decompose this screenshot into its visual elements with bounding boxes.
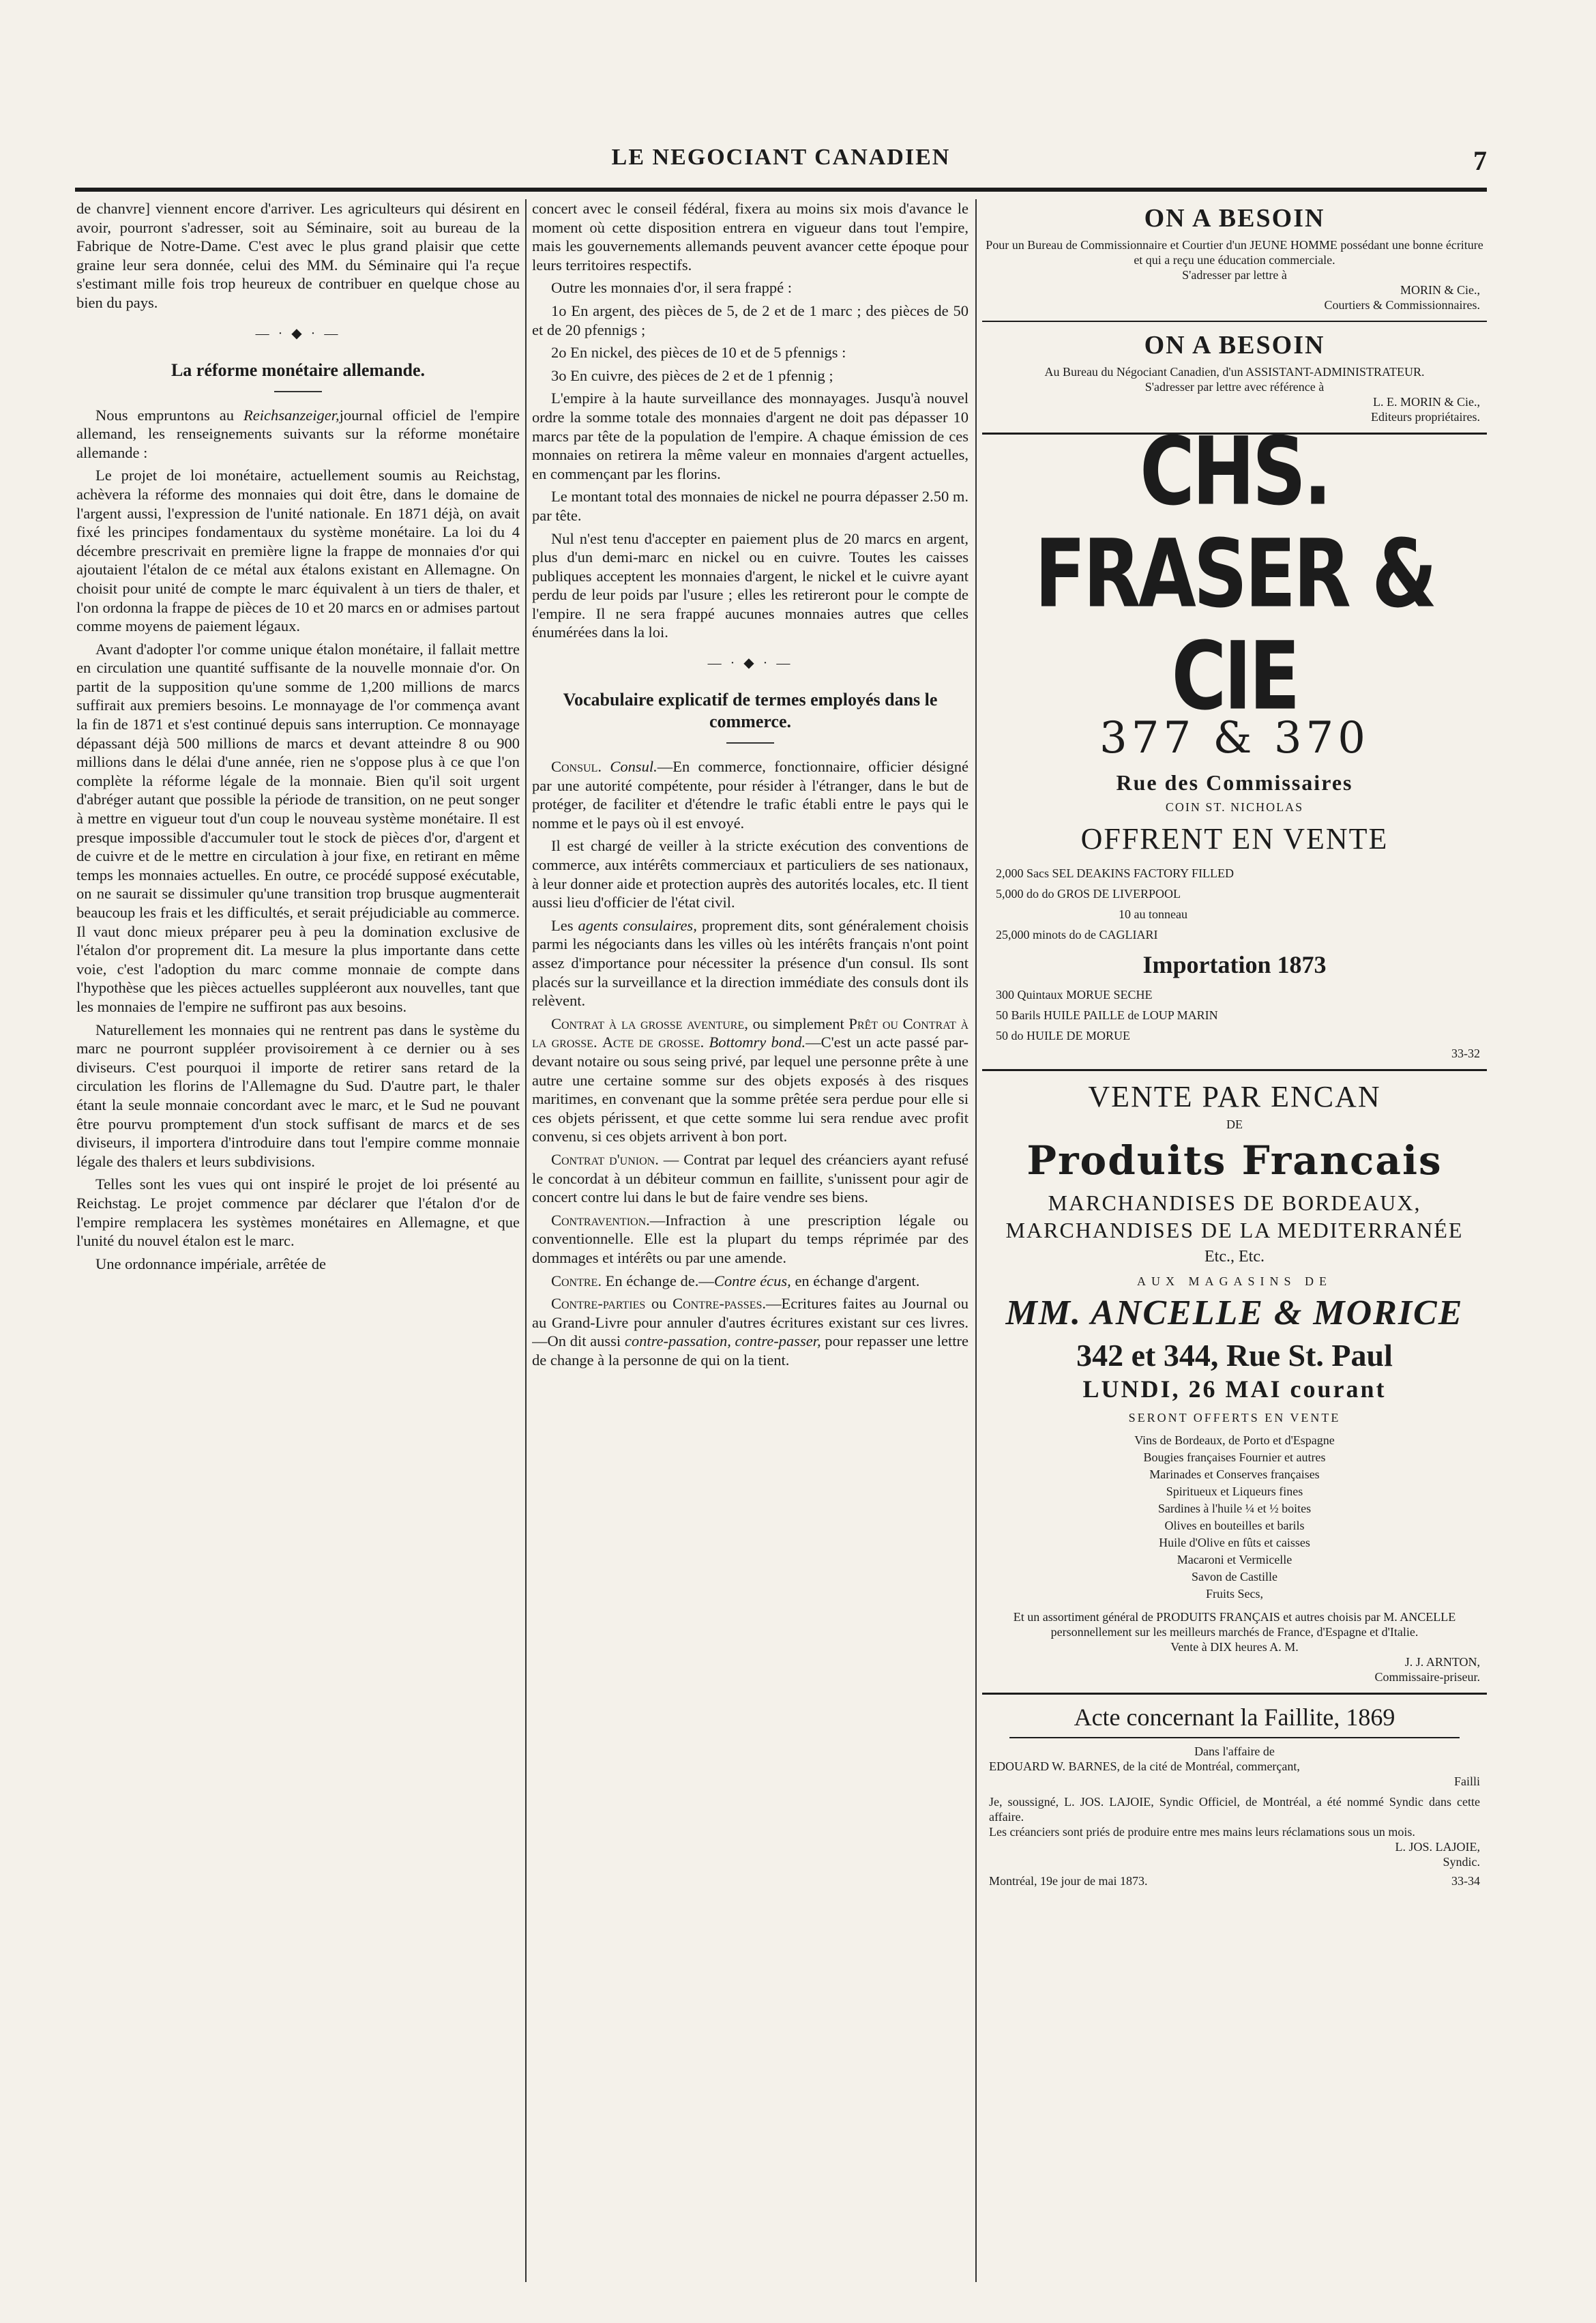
article-paragraph: Telles sont les vues qui ont inspiré le projet de loi présenté au Reichstag. Le projet commence par déclarer que l'étalon d'or de l'empire remplacera les systèmes monétaires en Allemagne, et que l'unité du nouvel étalon est le marc. xyxy=(76,1175,520,1250)
encan-aux: AUX MAGASINS DE xyxy=(1136,1274,1332,1288)
encan-marchandises: MARCHANDISES DE BORDEAUX, MARCHANDISES DE LA MEDITERRANÉE xyxy=(1005,1190,1464,1242)
encan-goods xyxy=(982,1432,1487,1603)
ad-acte-faillite xyxy=(982,1703,1487,1888)
fraser-numbers: 377 & 370 xyxy=(1099,713,1370,763)
article-paragraph: Le projet de loi monétaire, actuellement soumis au Reichstag, achèvera la réforme des monnaies qui doit être, dans le domaine de l'argent aussi, l'expression de l'unité nationale. En 1871 déjà, on avait fixé les principes fondamentaux du système monétaire. La loi du 4 décembre prescrivait en première ligne la frappe de monnaies d'or qui ajoutaient l'étalon de ce métal aux étalons existant en Allemagne. On choisit pour unité de compte le marc équivalent à un tiers de thaler, et l'on ordonna la frappe de pièces de 10 et 20 marcs en or admises partout comme moyens de paiement légaux. xyxy=(76,467,520,635)
ad-signature: Courtiers & Commissionnaires. xyxy=(1324,298,1480,312)
fraser-item: 25,000 minots do de CAGLIARI xyxy=(996,928,1158,941)
acte-ref: 33-34 xyxy=(1451,1874,1480,1888)
encan-date: LUNDI, 26 MAI courant xyxy=(1082,1375,1387,1403)
fraser-items-2 xyxy=(982,984,1487,1046)
fraser-items xyxy=(982,863,1487,945)
ad-signature: Editeurs propriétaires. xyxy=(1371,410,1480,424)
encan-good: Marinades et Conserves françaises xyxy=(1149,1467,1320,1481)
article-paragraph: concert avec le conseil fédéral, fixera au moins six mois d'avance le moment où cette disposition entrera en vigueur dans tout l'empire, mais les gouvernements allemands peuvent avancer cette époque pour leurs territoires respectifs. xyxy=(532,200,969,274)
ad-signature: L. E. MORIN & Cie., xyxy=(1373,395,1480,409)
acte-failli: Failli xyxy=(1453,1774,1480,1788)
ad-rule xyxy=(982,1069,1487,1071)
newspaper-title: LE NEGOCIANT CANADIEN xyxy=(611,145,951,170)
vocab-entry: Consul. Consul.—En commerce, fonctionnaire, officier désigné par une autorité compétente, pour résider à l'étranger, dans le but de protéger, de faciliter et d'étendre le trafic établi entre le pays qui le nomme et le pays où il est envoyé. xyxy=(532,758,969,832)
ad-on-a-besoin-1 xyxy=(982,203,1487,312)
ad-rule xyxy=(982,1693,1487,1695)
vocab-entry: Contre. En échange de.—Contre écus, en échange d'argent. xyxy=(551,1272,920,1289)
acte-signature: L. JOS. LAJOIE, xyxy=(1395,1840,1480,1854)
acte-title: Acte concernant la Faillite, 1869 xyxy=(1074,1704,1395,1731)
ad-address: S'adresser par lettre avec référence à xyxy=(1144,380,1325,394)
encan-title: VENTE PAR ENCAN xyxy=(1088,1080,1381,1113)
vocab-entry: Contrat à la grosse aventure, ou simplement Prêt ou Contrat à la grosse. Acte de grosse. Bottomry bond.—C'est un acte passé par-devant notaire ou sous seing privé, par lequel une personne prête à une autre une certaine somme sur des objets exposés à des risques maritimes, en convenant que la somme prêtée sera perdue pour elle si ces objets périssent, et que cette somme lui sera rendue avec profit convenu, si ces objets arrivent à bon port. xyxy=(532,1014,969,1145)
fraser-item: 2,000 Sacs SEL DEAKINS FACTORY FILLED xyxy=(996,866,1235,880)
fraser-name: CHS. FRASER & CIE xyxy=(1034,417,1435,731)
column-2 xyxy=(532,199,969,2282)
encan-good: Bougies françaises Fournier et autres xyxy=(1143,1450,1326,1464)
vocab-entry: Contravention.—Infraction à une prescription légale ou conventionnelle. Elle est la plupart du temps réprimée par des dommages et intérêts ou par une amende. xyxy=(532,1211,969,1266)
article-paragraph: Le montant total des monnaies de nickel ne pourra dépasser 2.50 m. par tête. xyxy=(532,488,969,524)
acte-text: Les créanciers sont priés de produire entre mes mains leurs réclamations sous un mois. xyxy=(989,1825,1415,1839)
acte-name: EDOUARD W. BARNES, de la cité de Montréal, commerçant, xyxy=(989,1759,1300,1773)
fraser-import: Importation 1873 xyxy=(1142,951,1327,978)
ad-rule xyxy=(982,321,1487,322)
fraser-item: 50 do HUILE DE MORUE xyxy=(996,1029,1130,1042)
encan-good: Sardines à l'huile ¼ et ½ boites xyxy=(1157,1502,1312,1515)
column-divider xyxy=(525,199,527,2282)
article-paragraph: Nul n'est tenu d'accepter en paiement plus de 20 marcs en argent, plus d'un demi-marc en nickel ou en cuivre. Toutes les caisses publiques acceptent les monnaies d'argent, le nickel et le cuivre ayant perdu de leur poids par l'usure ; elles les retireront pour le compte de l'empire. Il ne sera frappé aucunes monnaies autres que celles énumérées dans la loi. xyxy=(532,529,969,641)
acte-date: Montréal, 19e jour de mai 1873. xyxy=(989,1874,1148,1888)
vocab-entry: Contre-parties ou Contre-passes.—Ecritures faites au Journal ou au Grand-Livre pour annuler d'autres écritures existant sur ces livres.—On dit aussi contre-passation, contre-passer, pour repasser une lettre de change à la personne de qui on la tient. xyxy=(532,1295,969,1369)
fraser-street: Rue des Commissaires xyxy=(1116,770,1353,795)
encan-produits: Produits Francais xyxy=(1026,1137,1443,1184)
encan-time: Vente à DIX heures A. M. xyxy=(1170,1640,1299,1654)
article-paragraph: Avant d'adopter l'or comme unique étalon monétaire, il fallait mettre en circulation une quantité suffisante de la nouvelle monnaie d'or. On partit de la supposition qu'une somme de 1,200 millions de marcs suffirait aux premiers besoins. Le monnayage de l'or commença avant la fin de 1871 et s'est continué depuis sans interruption. Ce monnayage dépassant déjà 500 millions de marcs et devant atteindre 8 ou 900 millions dans le délai d'une année, rien ne s'oppose plus à ce que l'on complète la réforme légale de la monnaie. Bien qu'il soit urgent d'abréger autant que possible la période de transition, on ne peut songer à mettre en vigueur tout d'un coup le nouveau système monétaire. Il est presque impossible d'accumuler tout le stock de pièces d'or, d'argent et de cuivre et de le mettre en circulation à jour fixe, en retirant en même temps les monnaies actuelles. En outre, ce procédé supposé exécutable, on ne saurait se dissimuler qu'une transition trop brusque augmenterait beaucoup les frais et les difficultés, et serait préjudiciable au commerce. Il vaut donc mieux préparer peu à peu la domination exclusive de l'étalon d'or proprement dit. La mesure la plus importante dans cette voie, c'est l'adoption du marc comme monnaie de compte dans l'hypothèse que les pièces actuelles suppléeront aux nouvelles, tant que les monnaies de l'empire ne suffiront pas aux besoins. xyxy=(76,640,520,1015)
fraser-item: 300 Quintaux MORUE SECHE xyxy=(996,988,1153,1002)
article-paragraph: Naturellement les monnaies qui ne rentrent pas dans le système du marc ne pourront suppléer provisoirement à ce dernier ou à ses diviseurs. C'est pourquoi il importe de retirer sans retard de la circulation les florins de l'Allemagne du Sud. D'autre part, le thaler étant la seule monnaie concordant avec le marc, et le Sud ne pouvant être pourvu promptement d'un stock suffisant de marcs et de ses diviseurs, il importera d'introduire dans tout l'empire comme monnaie légale des thalers et leurs subdivisions. xyxy=(76,1021,520,1170)
encan-good: Olives en bouteilles et barils xyxy=(1164,1519,1305,1532)
fraser-item: 50 Barils HUILE PAILLE de LOUP MARIN xyxy=(996,1008,1218,1022)
advertisements-column xyxy=(982,199,1487,2282)
page-header xyxy=(75,145,1487,183)
encan-good: Spiritueux et Liqueurs fines xyxy=(1166,1485,1303,1498)
column-divider xyxy=(975,199,977,2282)
column-1 xyxy=(76,199,520,2282)
ad-vente-encan xyxy=(982,1079,1487,1684)
fraser-item: 10 au tonneau xyxy=(1119,907,1187,921)
encan-good: Savon de Castille xyxy=(1192,1570,1277,1583)
article-paragraph: L'empire à la haute surveillance des monnayages. Jusqu'à nouvel ordre la somme totale des monnaies d'argent ne doit pas dépasser 10 marcs par tête de la population de l'empire. A chaque émission de ces monnaies on retirera la même valeur en monnaies d'argent actuelles, en commençant par les florins. xyxy=(532,390,969,482)
encan-good: Macaroni et Vermicelle xyxy=(1177,1553,1292,1566)
heading-rule xyxy=(726,742,774,744)
encan-assortiment: Et un assortiment général de PRODUITS FRANÇAIS et autres choisis par M. ANCELLE personnellement sur les meilleurs marchés de France, d'Espagne et d'Italie. xyxy=(1013,1610,1456,1639)
ad-title: ON A BESOIN xyxy=(1144,331,1325,360)
article-paragraph: 1o En argent, des pièces de 5, de 2 et de 1 marc ; des pièces de 50 et de 20 pfennigs ; xyxy=(532,302,969,338)
acte-affaire: Dans l'affaire de xyxy=(1194,1744,1275,1758)
encan-good: Fruits Secs, xyxy=(1205,1587,1263,1601)
encan-good: Vins de Bordeaux, de Porto et d'Espagne xyxy=(1134,1433,1335,1447)
ad-on-a-besoin-2 xyxy=(982,330,1487,424)
ad-title: ON A BESOIN xyxy=(1144,204,1325,233)
intro-paragraph: de chanvre] viennent encore d'arriver. Les agriculteurs qui désirent en avoir, pourront s'adresser, soit au Séminaire, soit au bureau de la Fabrique de Notre-Dame. C'est avec le plus grand plaisir que cette graine leur sera donnée, celui des MM. du Séminaire qui l'a reçue s'estimant mille fois trop heureux de contribuer en quelque chose au bien du pays. xyxy=(76,200,520,311)
article-paragraph: Une ordonnance impériale, arrêtée de xyxy=(95,1255,326,1272)
fraser-corner: COIN ST. NICHOLAS xyxy=(1165,800,1304,814)
ad-address: S'adresser par lettre à xyxy=(1182,268,1287,282)
encan-signature: Commissaire-priseur. xyxy=(1374,1670,1480,1684)
article-paragraph: Outre les monnaies d'or, il sera frappé : xyxy=(551,279,793,297)
article-paragraph: Nous empruntons au Reichsanzeiger,journal officiel de l'empire allemand, les renseignements suivants sur la réforme monétaire allemande : xyxy=(76,406,520,461)
article-paragraph: 2o En nickel, des pièces de 10 et de 5 pfennigs : xyxy=(551,344,846,362)
article-paragraph: 3o En cuivre, des pièces de 2 et de 1 pfennig ; xyxy=(551,366,833,384)
ad-text: Au Bureau du Négociant Canadien, d'un ASSISTANT-ADMINISTRATEUR. xyxy=(1044,365,1425,379)
fraser-item: 5,000 do do GROS DE LIVERPOOL xyxy=(996,887,1181,901)
header-rule xyxy=(75,188,1487,192)
encan-address: 342 et 344, Rue St. Paul xyxy=(1076,1338,1393,1373)
encan-de: DE xyxy=(1226,1117,1243,1131)
acte-signature: Syndic. xyxy=(1443,1855,1480,1869)
heading-rule xyxy=(274,391,322,392)
acte-footer xyxy=(982,1873,1487,1888)
vocab-entry: Les agents consulaires, proprement dits, sont généralement choisis parmi les négociants dans les villes où les intérêts français n'ont point assez d'importance pour nécessiter la présence d'un consul. Ils sont placés sur la surveillance et la direction immédiate des consuls dont ils relèvent. xyxy=(532,916,969,1010)
ad-signature: MORIN & Cie., xyxy=(1400,283,1480,297)
ad-text: Pour un Bureau de Commissionnaire et Courtier d'un JEUNE HOMME possédant une bonne écriture et qui a reçu une éducation commerciale. xyxy=(986,238,1483,267)
vocab-entry: Il est chargé de veiller à la stricte exécution des conventions de commerce, aux intérêts commerciaux et particuliers de ses nationaux, à leur donner aide et protection auprès des autorités locales, etc. Il tient aussi lieu d'officier de l'état civil. xyxy=(532,837,969,911)
separator-ornament: — · ◆ · — xyxy=(707,656,793,671)
article-heading: Vocabulaire explicatif de termes employés dans le commerce. xyxy=(563,690,938,732)
separator-ornament: — · ◆ · — xyxy=(255,325,341,341)
ad-rule xyxy=(1009,1737,1460,1738)
article-heading: La réforme monétaire allemande. xyxy=(171,360,426,380)
encan-seront: SERONT OFFERTS EN VENTE xyxy=(1128,1411,1341,1425)
encan-etc: Etc., Etc. xyxy=(1205,1248,1265,1266)
encan-firm: MM. ANCELLE & MORICE xyxy=(1005,1294,1464,1332)
fraser-ref: 33-32 xyxy=(1451,1047,1480,1060)
page-number: 7 xyxy=(1473,145,1487,176)
encan-good: Huile d'Olive en fûts et caisses xyxy=(1159,1536,1310,1549)
fraser-offer: OFFRENT EN VENTE xyxy=(1080,822,1389,856)
vocab-entry: Contrat d'union. — Contrat par lequel des créanciers ayant refusé le concordat à un débiteur commun en faillite, s'unissent pour agir de concert contre lui dans le but de faire vendre ses biens. xyxy=(532,1150,969,1206)
acte-text: Je, soussigné, L. JOS. LAJOIE, Syndic Officiel, de Montréal, a été nommé Syndic dans cette affaire. xyxy=(989,1795,1480,1824)
encan-signature: J. J. ARNTON, xyxy=(1404,1655,1480,1669)
